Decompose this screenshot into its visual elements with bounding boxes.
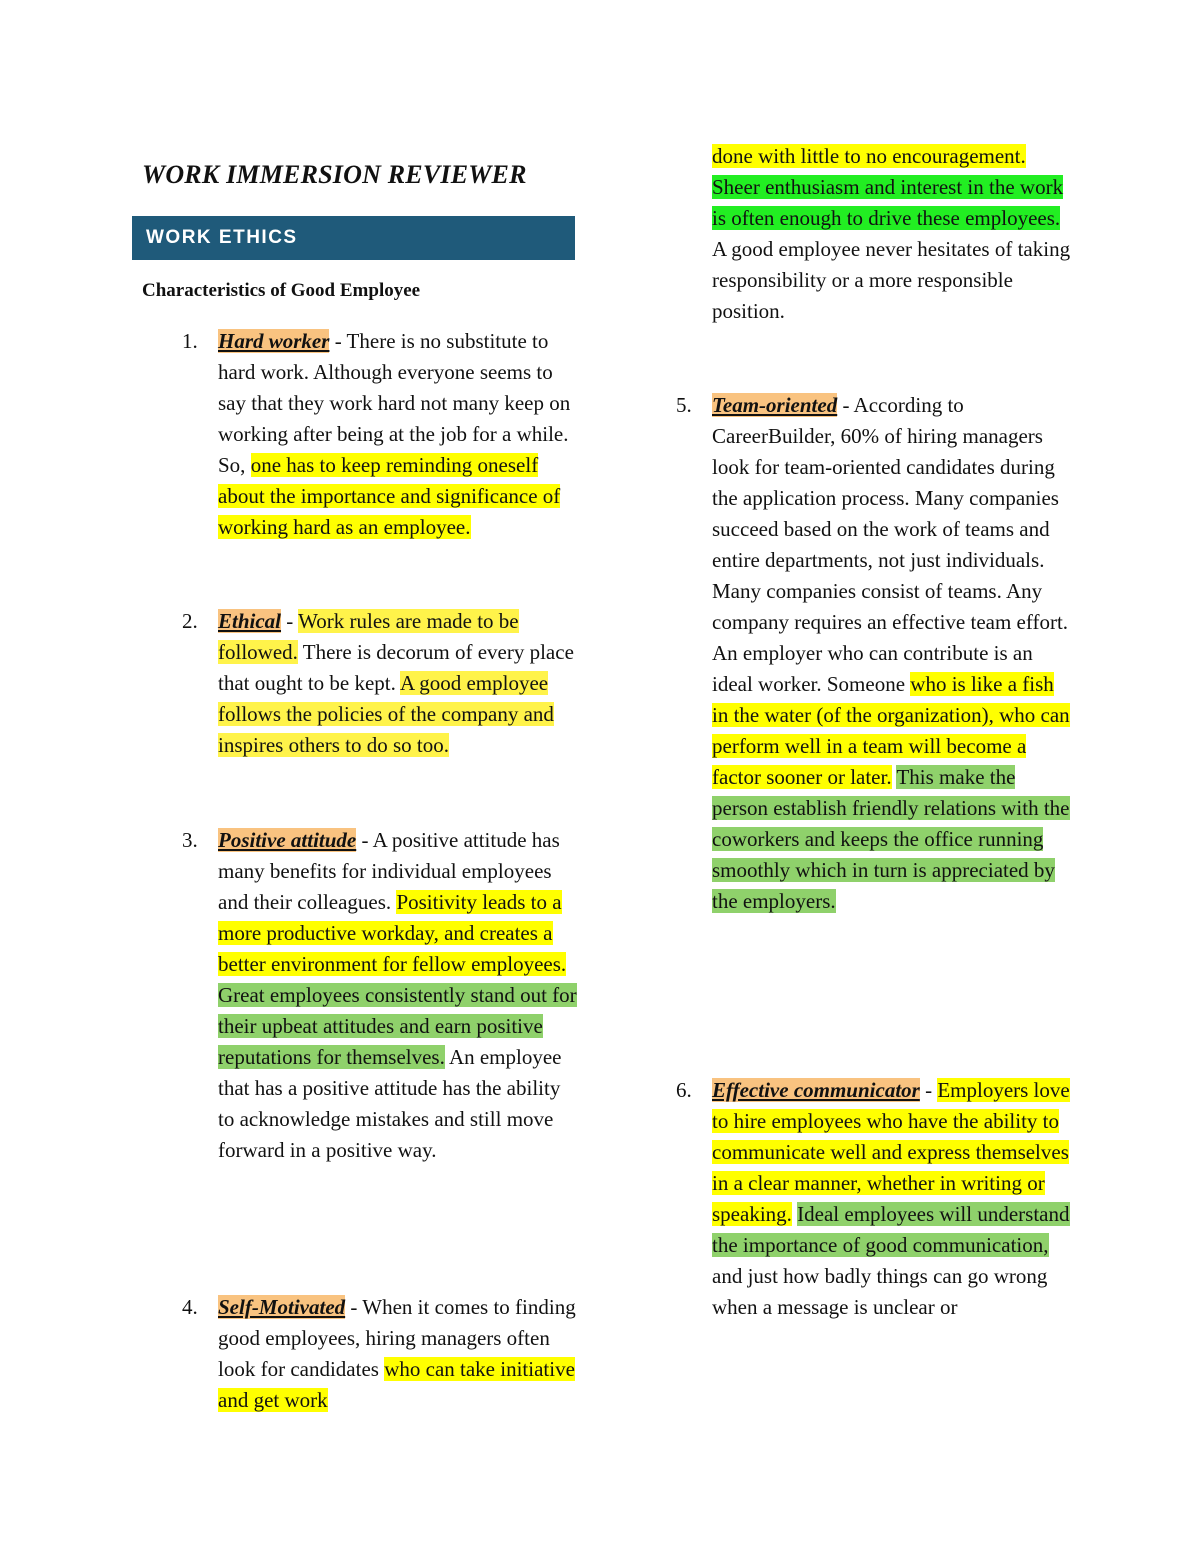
item-text: [218, 825, 578, 1166]
text-run: - When it comes to finding good employees, hiring managers often look for candidates: [218, 1295, 576, 1381]
item-text: [218, 1292, 578, 1416]
highlighted-text: who can take initiative and get work: [218, 1357, 575, 1412]
highlighted-text: Ideal employees will understand the importance of good communication,: [712, 1202, 1070, 1257]
highlighted-text: Work rules are made to be followed.: [218, 609, 519, 664]
highlighted-text: A good employee follows the policies of the company and inspires others to do so too.: [218, 671, 554, 757]
item-number: 2.: [182, 609, 198, 633]
item-term: Positive attitude: [218, 828, 357, 852]
highlighted-text: who is like a fish in the water (of the organization), who can perform well in a team will become a factor sooner or later.: [712, 672, 1070, 789]
highlighted-text: one has to keep reminding oneself about the importance and significance of working hard as an employee.: [218, 453, 561, 539]
item-number: 3.: [182, 828, 198, 852]
item-text: [712, 390, 1074, 917]
text-run: An employee that has a positive attitude has the ability to acknowledge mistakes and still move forward in a positive way.: [218, 1045, 562, 1162]
section-title: WORK ETHICS: [146, 227, 298, 248]
item-term: Team-oriented: [712, 393, 838, 417]
text-run: - There is no substitute to hard work. Although everyone seems to say that they work hard not many keep on working after being at the job for a while. So,: [218, 329, 571, 477]
item-term: Hard worker: [218, 329, 330, 353]
highlighted-text: Sheer enthusiasm and interest in the work is often enough to drive these employees.: [712, 175, 1064, 230]
highlighted-text: done with little to no encouragement.: [712, 144, 1026, 168]
text-run: -: [919, 1078, 938, 1102]
item-term: Self-Motivated: [218, 1295, 346, 1319]
text-run: - According to CareerBuilder, 60% of hiring managers look for team-oriented candidates during the application process. Many companies succeed based on the work of teams and entire departments, not just individuals. Many companies consist of teams. Any company requires an effective team effort. An employer who can contribute is an ideal worker. Someone: [712, 393, 1069, 696]
item-text: [218, 606, 578, 761]
item-text: [218, 326, 578, 543]
item-number: 1.: [182, 329, 198, 353]
item-term: Ethical: [218, 609, 282, 633]
highlighted-text: Positivity leads to a more productive workday, and creates a better environment for fellow employees.: [218, 890, 567, 976]
item-text: [712, 1075, 1074, 1323]
item-number: 4.: [182, 1295, 198, 1319]
item-text: [712, 141, 1074, 327]
item-number: 6.: [676, 1078, 692, 1102]
item-number: 5.: [676, 393, 692, 417]
section-header-bar: [132, 216, 575, 260]
document-title: WORK IMMERSION REVIEWER: [142, 160, 527, 189]
highlighted-text: Great employees consistently stand out for their upbeat attitudes and earn positive reputations for themselves.: [218, 983, 577, 1069]
text-run: -: [281, 609, 299, 633]
item-term: Effective communicator: [712, 1078, 920, 1102]
text-run: - A positive attitude has many benefits for individual employees and their colleagues.: [218, 828, 560, 914]
highlighted-text: Employers love to hire employees who have the ability to communicate well and express themselves in a clear manner, whether in writing or speaking.: [712, 1078, 1070, 1226]
text-run: There is decorum of every place that ought to be kept.: [218, 640, 574, 695]
text-run: A good employee never hesitates of taking responsibility or a more responsible position.: [712, 237, 1071, 323]
highlighted-text: This make the person establish friendly relations with the coworkers and keeps the office running smoothly which in turn is appreciated by the employers.: [712, 765, 1070, 913]
subheading: Characteristics of Good Employee: [142, 280, 421, 301]
text-run: and just how badly things can go wrong when a message is unclear or: [712, 1264, 1048, 1319]
